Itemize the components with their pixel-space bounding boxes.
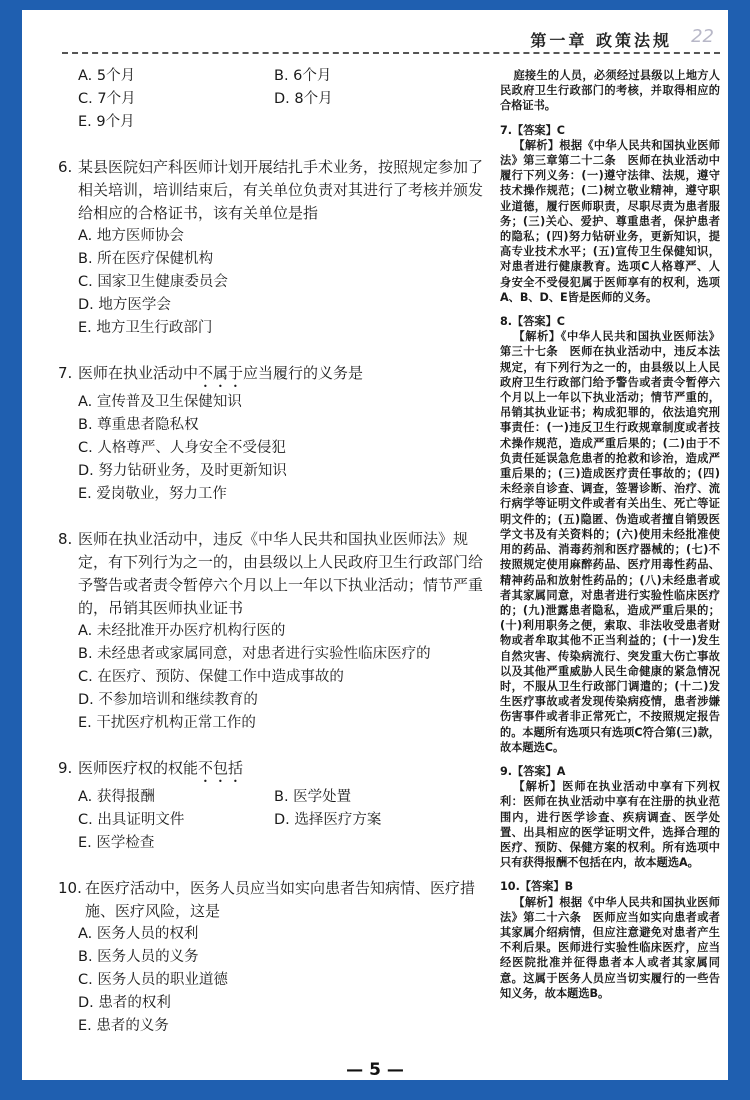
option: D. 努力钻研业务，及时更新知识 — [78, 463, 287, 479]
page-number: — 5 — — [346, 1060, 404, 1080]
answer-label: 7.【答案】C — [500, 123, 565, 137]
option: E. 地方卫生行政部门 — [78, 320, 213, 336]
answer-explanation: 【解析】根据《中华人民共和国执业医师法》第二十六条 医师应当如实向患者或者其家属介绍病情，但应注意避免对患者产生不利后果。医师进行实验性临床医疗，应当经医院批准并征得患者本人或者其家属同意。这属于医务人员应当切实履行的一些告知义务，故本题选B。 — [500, 895, 720, 1000]
question-stem: 医师在执业活动中，违反《中华人民共和国执业医师法》规定，有下列行为之一的，由县级以上人民政府卫生行政部门给予警告或者责令暂停六个月以上一年以下执业活动；情节严重的，吊销其医师执业证书 — [78, 530, 484, 617]
option: D. 8个月 — [274, 91, 333, 107]
emphasized-word: 不包括 — [198, 759, 244, 777]
question-number: 7. — [58, 364, 73, 382]
option: D. 不参加培训和继续教育的 — [78, 692, 258, 708]
question-7 — [58, 362, 484, 506]
option: A. 医务人员的权利 — [78, 926, 199, 942]
option: D. 选择医疗方案 — [274, 812, 382, 828]
question-number: 10. — [58, 879, 82, 897]
question-number: 8. — [58, 530, 73, 548]
answer-9 — [500, 764, 720, 870]
option: A. 获得报酬 — [78, 789, 155, 805]
option: E. 患者的义务 — [78, 1018, 169, 1034]
question-6 — [58, 156, 484, 340]
option: B. 所在医疗保健机构 — [78, 251, 214, 267]
answer-7 — [500, 123, 720, 305]
question-10 — [58, 877, 484, 1038]
question-stem — [78, 757, 484, 786]
stem-part: 医师在执业活动中 — [78, 364, 199, 382]
option: C. 国家卫生健康委员会 — [78, 274, 228, 290]
answer-10 — [500, 879, 720, 1001]
answer-explanation: 【解析】《中华人民共和国执业医师法》第三十七条 医师在执业活动中，违反本法规定，有下列行为之一的，由县级以上人民政府卫生行政部门给予警告或者责令暂停六个月以上一年以下执业活动；情节严重的，吊销其执业证书；构成犯罪的，依法追究刑事责任：(一)违反卫生行政规章制度或者技术操作规范，造成严重后果的；(二)由于不负责任延误急危患者的抢救和诊治，造成严重后果的；(三)造成医疗责任事故的；(四)未经亲自诊查、调查，签署诊断、治疗、流行病学等证明文件或者有关出生、死亡等证明文件的；(五)隐匿、伪造或者擅自销毁医学文书及有关资料的；(六)使用未经批准使用的药品、消毒药剂和医疗器械的；(七)不按照规定使用麻醉药品、医疗用毒性药品、精神药品和放射性药品的；(八)未经患者或者其家属同意，对患者进行实验性临床医疗的；(九)泄露患者隐私，造成严重后果的；(十)利用职务之便，索取、非法收受患者财物或者牟取其他不正当利益的；(十一)发生自然灾害、传染病流行、突发重大伤亡事故以及其他严重威胁人民生命健康的紧急情况时，不服从卫生行政部门调遣的；(十二)发生医疗事故或者发现传染病疫情，患者涉嫌伤害事件或者非正常死亡，不按照规定报告的。本题所有选项只有选项C符合第(三)款，故本题选C。 — [500, 330, 720, 754]
option: C. 出具证明文件 — [78, 812, 185, 828]
option: A. 地方医师协会 — [78, 228, 184, 244]
option: A. 宣传普及卫生保健知识 — [78, 394, 242, 410]
option: B. 医学处置 — [274, 789, 352, 805]
option: B. 未经患者或家属同意，对患者进行实验性临床医疗的 — [78, 646, 431, 662]
option: E. 干扰医疗机构正常工作的 — [78, 715, 256, 731]
questions-column — [58, 65, 484, 1060]
page-header — [62, 22, 720, 54]
option: E. 9个月 — [78, 114, 135, 130]
question-8 — [58, 528, 484, 735]
stem-part: 应当履行的义务是 — [243, 364, 364, 382]
option: B. 医务人员的义务 — [78, 949, 199, 965]
option: A. 未经批准开办医疗机构行医的 — [78, 623, 286, 639]
option: C. 人格尊严、人身安全不受侵犯 — [78, 440, 286, 456]
option: E. 爱岗敬业，努力工作 — [78, 486, 227, 502]
option: B. 6个月 — [274, 68, 332, 84]
answer-explanation: 【解析】医师在执业活动中享有下列权利：医师在执业活动中享有在注册的执业范围内，进行医学诊查、疾病调查、医学处置、出具相应的医学证明文件，选择合理的医疗、预防、保健方案的权利。所有选项中只有获得报酬不包括在内，故本题选A。 — [500, 780, 720, 870]
document-page — [22, 10, 728, 1080]
question-stem: 某县医院妇产科医师计划开展结扎手术业务，按照规定参加了相关培训，培训结束后，有关单位负责对其进行了考核并颁发给相应的合格证书，该有关单位是指 — [78, 158, 484, 222]
option: E. 医学检查 — [78, 835, 155, 851]
option: C. 在医疗、预防、保健工作中造成事故的 — [78, 669, 344, 685]
option: D. 地方医学会 — [78, 297, 171, 313]
question-number: 9. — [58, 759, 73, 777]
corner-mark: 22 — [691, 26, 714, 47]
question-number: 6. — [58, 158, 73, 176]
option: B. 尊重患者隐私权 — [78, 417, 199, 433]
chapter-title: 第一章 政策法规 — [530, 31, 672, 50]
stem-part: 医师医疗权的权能 — [78, 759, 199, 777]
answer-8 — [500, 314, 720, 755]
previous-question-options — [58, 65, 484, 134]
option: C. 医务人员的职业道德 — [78, 972, 228, 988]
answer-label: 8.【答案】C — [500, 315, 565, 329]
answers-column — [500, 68, 720, 1010]
question-stem: 在医疗活动中，医务人员应当如实向患者告知病情、医疗措施、医疗风险，这是 — [85, 879, 476, 920]
question-9 — [58, 757, 484, 855]
answer-explanation: 【解析】根据《中华人民共和国执业医师法》第三章第二十二条 医师在执业活动中履行下列义务：(一)遵守法律、法规，遵守技术操作规范；(二)树立敬业精神，遵守职业道德，履行医师职责，尽职尽责为患者服务；(三)关心、爱护、尊重患者，保护患者的隐私；(四)努力钻研业务，更新知识，提高专业技术水平；(五)宣传卫生保健知识，对患者进行健康教育。选项C人格尊严、人身安全不受侵犯属于医师享有的权利，选项A、B、D、E皆是医师的义务。 — [500, 138, 720, 304]
emphasized-word: 不属于 — [198, 364, 244, 382]
answer-continuation: 庭接生的人员，必须经过县级以上地方人民政府卫生行政部门的考核，并取得相应的合格证书。 — [500, 69, 720, 113]
question-stem — [78, 362, 484, 391]
option: D. 患者的权利 — [78, 995, 171, 1011]
answer-label: 9.【答案】A — [500, 764, 566, 778]
answer-label: 10.【答案】B — [500, 880, 574, 894]
option: A. 5个月 — [78, 68, 136, 84]
option: C. 7个月 — [78, 91, 136, 107]
